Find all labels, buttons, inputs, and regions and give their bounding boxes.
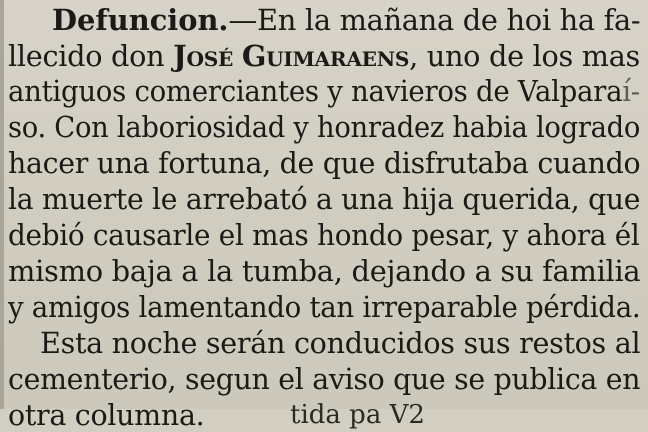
article-line-4 <box>8 111 641 144</box>
article-line-12 <box>8 399 205 432</box>
article-line-8 <box>8 255 641 288</box>
cut-off-next-line: tida pa V2 <box>290 400 425 430</box>
article-line-3 <box>8 75 640 108</box>
article-heading: Defuncion. <box>52 3 229 37</box>
person-last-name: Guimaraens <box>241 39 410 73</box>
article-line-2 <box>8 39 640 73</box>
page-edge <box>0 0 4 409</box>
article-line-2-rest: , uno de los mas <box>409 40 640 73</box>
article-line-6 <box>8 183 641 216</box>
article-line-4-text: so. Con laboriosidad y honradez habia logrado <box>8 111 641 144</box>
article-line-3-text: antiguos comerciantes y navieros de Valpara <box>8 75 623 108</box>
article-line-5 <box>8 147 641 180</box>
article-line-11-text: cementerio, segun el aviso que se publica en <box>8 363 641 396</box>
article-line-7-text: debió causarle el mas hondo pesar, y ahora él <box>8 219 640 252</box>
person-first-name: José <box>173 39 234 73</box>
article-line-2-text: llecido don <box>8 40 174 73</box>
article-line-9 <box>8 291 641 324</box>
article-line-1-text: —En la mañana de hoi ha fa- <box>228 4 641 37</box>
article-line-5-text: hacer una fortuna, de que disfrutaba cuando <box>8 147 641 180</box>
article-line-10-text: Esta noche serán conducidos sus restos al <box>40 327 641 360</box>
article-line-7 <box>8 219 640 252</box>
article-line-6-text: la muerte le arrebató a una hija querida, que <box>8 183 641 216</box>
article-line-10 <box>40 327 641 360</box>
article-line-1 <box>52 3 641 37</box>
article-line-12-text: otra columna. <box>8 399 205 432</box>
article-line-11 <box>8 363 641 396</box>
article-line-9-text: y amigos lamentando tan irreparable pérdida. <box>8 291 641 324</box>
article-line-3-tail: í- <box>622 75 640 108</box>
article-line-8-text: mismo baja a la tumba, dejando a su familia <box>8 255 641 288</box>
